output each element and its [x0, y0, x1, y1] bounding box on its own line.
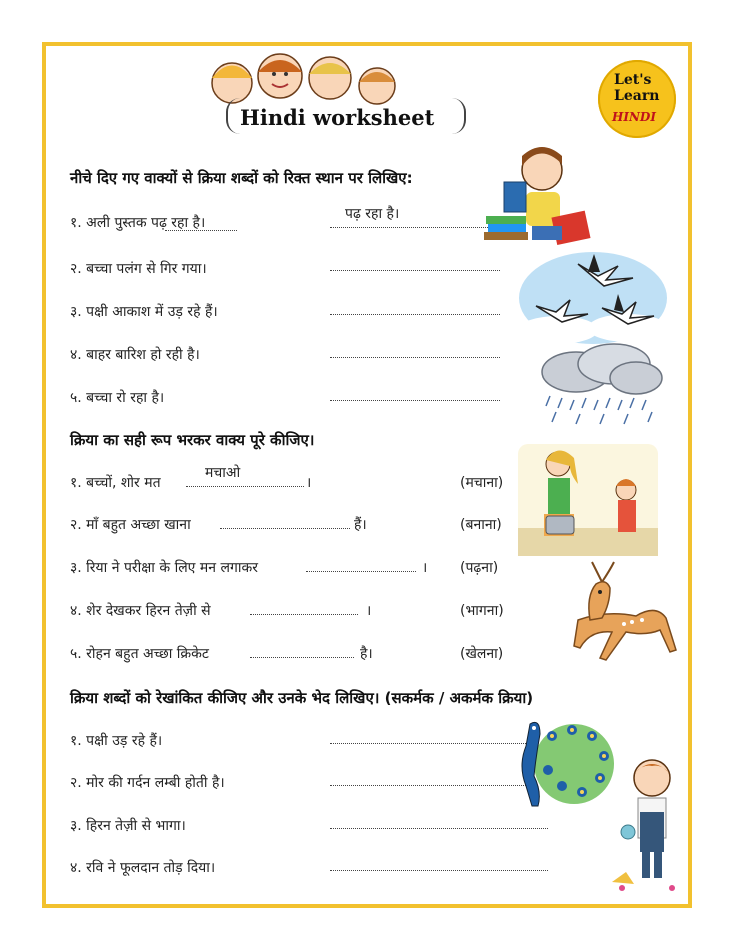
s2-hint-5: (खेलना): [460, 646, 504, 662]
s2-answer-line-4[interactable]: [250, 614, 358, 615]
s2-hint-2: (बनाना): [460, 517, 502, 533]
s1-answer-1[interactable]: पढ़ रहा है।: [345, 206, 400, 222]
badge-line-1: Let's: [614, 72, 652, 88]
s2-hint-1: (मचाना): [460, 475, 504, 491]
s3-answer-line-3[interactable]: [330, 828, 548, 829]
s2-question-4: ४. शेर देखकर हिरन तेज़ी से: [70, 603, 211, 619]
s2-hint-3: (पढ़ना): [460, 560, 499, 576]
s3-answer-line-4[interactable]: [330, 870, 548, 871]
s1-question-2: २. बच्चा पलंग से गिर गया।: [70, 261, 207, 277]
rain-cloud-illustration: [536, 342, 666, 428]
s2-question-2: २. माँ बहुत अच्छा खाना: [70, 517, 191, 533]
s1-answer-line-3[interactable]: [330, 314, 500, 315]
section-3-heading: क्रिया शब्दों को रेखांकित कीजिए और उनके भेद लिखिए। (सकर्मक / अकर्मक क्रिया): [70, 689, 534, 707]
s2-q4-end: ।: [366, 603, 372, 619]
s1-q1-underline: [165, 230, 237, 231]
section-2-heading: क्रिया का सही रूप भरकर वाक्य पूरे कीजिए।: [70, 431, 315, 449]
s2-q5-end: है।: [360, 646, 373, 662]
s3-answer-line-1[interactable]: [330, 743, 526, 744]
s2-question-5: ५. रोहन बहुत अच्छा क्रिकेट: [70, 646, 209, 662]
s1-answer-line-5[interactable]: [330, 400, 500, 401]
section-1-heading: नीचे दिए गए वाक्यों से क्रिया शब्दों को रिक्त स्थान पर लिखिए:: [70, 169, 413, 187]
s2-answer-1[interactable]: मचाओ: [205, 465, 241, 481]
s1-question-1: १. अली पुस्तक पढ़ रहा है।: [70, 215, 206, 231]
peacock-illustration: [512, 716, 616, 816]
s2-answer-line-2[interactable]: [220, 528, 350, 529]
s1-answer-line-1[interactable]: [330, 227, 500, 228]
boy-reading-illustration: [482, 142, 592, 250]
s2-q1-end: ।: [306, 475, 312, 491]
page-title: Hindi worksheet: [240, 105, 435, 130]
s2-q3-end: ।: [422, 560, 428, 576]
s2-hint-4: (भागना): [460, 603, 504, 619]
s3-question-2: २. मोर की गर्दन लम्बी होती है।: [70, 775, 225, 791]
s1-answer-line-4[interactable]: [330, 357, 500, 358]
s1-question-3: ३. पक्षी आकाश में उड़ रहे हैं।: [70, 304, 218, 320]
boy-broken-vase-illustration: [612, 756, 692, 896]
flying-birds-illustration: [518, 250, 668, 346]
s2-answer-line-5[interactable]: [250, 657, 354, 658]
s2-question-3: ३. रिया ने परीक्षा के लिए मन लगाकर: [70, 560, 258, 576]
badge-line-2: Learn: [614, 88, 660, 104]
deer-illustration: [566, 560, 690, 672]
s3-question-1: १. पक्षी उड़ रहे हैं।: [70, 733, 163, 749]
mother-cooking-illustration: [518, 444, 658, 556]
s3-question-3: ३. हिरन तेज़ी से भागा।: [70, 818, 186, 834]
s2-question-1: १. बच्चों, शोर मत: [70, 475, 161, 491]
s3-answer-line-2[interactable]: [330, 785, 526, 786]
badge-line-3: HINDI: [612, 110, 656, 124]
s2-answer-line-1[interactable]: [186, 486, 304, 487]
lets-learn-hindi-logo: [598, 60, 676, 138]
s1-question-5: ५. बच्चा रो रहा है।: [70, 390, 165, 406]
s2-answer-line-3[interactable]: [306, 571, 416, 572]
s1-question-4: ४. बाहर बारिश हो रही है।: [70, 347, 200, 363]
s2-q2-end: हैं।: [354, 517, 367, 533]
s3-question-4: ४. रवि ने फूलदान तोड़ दिया।: [70, 860, 216, 876]
s1-answer-line-2[interactable]: [330, 270, 500, 271]
